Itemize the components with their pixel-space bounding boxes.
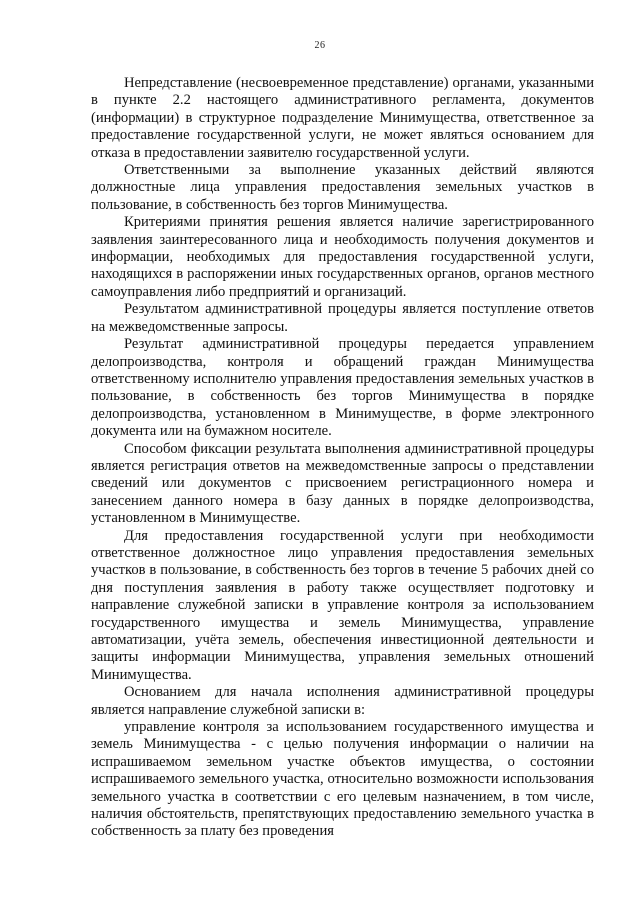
paragraph-5: Результат административной процедуры передается управлением делопроизводства, контроля и обращений граждан Минимущества ответственному исполнителю управления предоставления земельных участков в пользование, в собственность без торгов Минимущества в порядке делопроизводства, установленном в Минимуществе, в форме электронного документа или на бумажном носителе. bbox=[91, 336, 594, 440]
page-number: 26 bbox=[314, 40, 326, 51]
paragraph-4: Результатом административной процедуры является поступление ответов на межведомственные запросы. bbox=[91, 301, 594, 335]
paragraph-8: Основанием для начала исполнения административной процедуры является направление служебной записки в: bbox=[91, 684, 594, 718]
paragraph-3: Критериями принятия решения является наличие зарегистрированного заявления заинтересованного лица и необходимость получения документов и информации, необходимых для предоставления государственной услуги, находящихся в распоряжении иных государственных органов, органов местного самоуправления либо предприятий и организаций. bbox=[91, 214, 594, 300]
paragraph-9: управление контроля за использованием государственного имущества и земель Минимущества - с целью получения информации о наличии на испрашиваемом земельном участке объектов имущества, о состоянии испрашиваемого земельного участка, относительно возможности использования земельного участка в соответствии с его целевым назначением, в том числе, наличия обстоятельств, препятствующих предоставлению земельного участка в собственность за плату без проведения bbox=[91, 719, 594, 840]
paragraph-2: Ответственными за выполнение указанных действий являются должностные лица управления предоставления земельных участков в пользование, в собственность без торгов Минимущества. bbox=[91, 162, 594, 213]
paragraph-6: Способом фиксации результата выполнения административной процедуры является регистрация ответов на межведомственные запросы о представлении сведений или документов с присвоением регистрационного номера и занесением данного номера в базу данных в порядке делопроизводства, установленном в Минимуществе. bbox=[91, 440, 594, 527]
paragraph-7: Для предоставления государственной услуги при необходимости ответственное должностное лицо управления предоставления земельных участков в пользование, в собственность без торгов в течение 5 рабочих дней со дня поступления заявления в работу также осуществляет подготовку и направление служебной записки в управление контроля за использованием государственного имущества и земель Минимущества, управление автоматизации, учёта земель, обеспечения инвестиционной деятельности и защиты информации Минимущества, управления земельных отношений Минимущества. bbox=[91, 527, 594, 683]
paragraph-1: Непредставление (несвоевременное представление) органами, указанными в пункте 2.2 настоящего административного регламента, документов (информации) в структурное подразделение Минимущества, ответственное за предоставление государственной услуги, не может являться основанием для отказа в предоставлении заявителю государственной услуги. bbox=[91, 75, 594, 161]
body-text bbox=[91, 75, 594, 841]
